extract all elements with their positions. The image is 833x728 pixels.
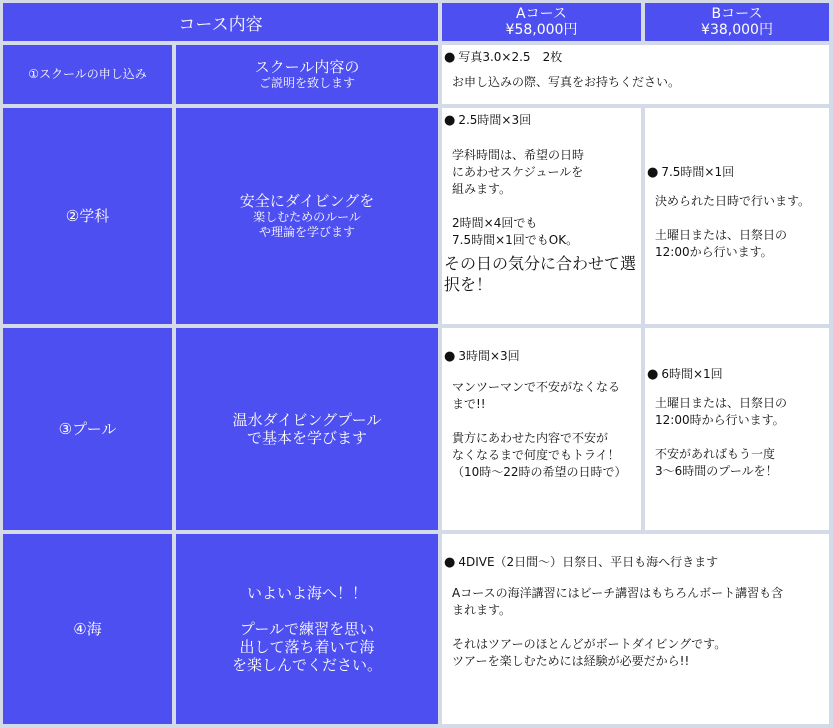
row3-b-p2-l2: 3～6時間のプールを！ (655, 464, 778, 478)
course-b-name: Bコース (711, 6, 763, 22)
row1-label (3, 45, 172, 104)
row3-label-text: ③プール (58, 420, 117, 438)
row3-a-p2-l2: なくなるまで何度でもトライ！ (452, 448, 620, 462)
course-a-header (442, 3, 641, 41)
row4-label-text: ④海 (73, 620, 102, 638)
row4-content (442, 534, 829, 724)
row1-desc-line1: スクール内容の (254, 58, 360, 76)
course-b-price: ¥38,000円 (701, 22, 773, 38)
row3-course-a (442, 328, 641, 530)
row3-b-p1-l2: 12:00時から行います。 (655, 413, 785, 427)
header-title-cell (3, 3, 438, 41)
row1-text: お申し込みの際、写真をお持ちください。 (452, 75, 681, 89)
row3-label (3, 328, 172, 530)
row3-a-p1-l1: マンツーマンで不安がなくなる (452, 380, 621, 394)
row2-course-a (442, 108, 641, 324)
row2-a-emph-l2: 択を！ (444, 275, 493, 294)
row1-content (442, 45, 829, 104)
row3-a-bullet: ● 3時間×3回 (444, 348, 639, 365)
row3-a-p1-l2: まで!! (452, 397, 486, 411)
row2-desc-line3: や理論を学びます (258, 225, 355, 239)
row3-b-p2-l1: 不安があればもう一度 (655, 447, 776, 461)
row4-p2-l2: ツアーを楽しむためには経験が必要だから!! (452, 654, 690, 668)
row2-a-p1-l1: 学科時間は、希望の日時 (452, 148, 585, 162)
row3-desc (176, 328, 438, 530)
course-a-name: Aコース (516, 6, 567, 22)
row2-label (3, 108, 172, 324)
row4-p1-l1: Aコースの海洋講習にはビーチ講習はもちろんボート講習も含 (452, 586, 784, 600)
row4-label (3, 534, 172, 724)
row2-label-text: ②学科 (65, 207, 110, 225)
row4-p1-l2: まれます。 (452, 603, 512, 617)
row2-a-p2-l1: 2時間×4回でも (452, 216, 538, 230)
row4-desc-line1: いよいよ海へ！！ (246, 584, 367, 602)
row2-b-p2-l1: 土曜日または、日祭日の (655, 228, 788, 242)
row2-a-p2-l2: 7.5時間×1回でもOK。 (452, 233, 579, 247)
row4-desc-line5: を楽しんでください。 (231, 656, 382, 674)
row1-desc-line2: ご説明を致します (258, 76, 355, 90)
row2-b-bullet: ● 7.5時間×1回 (647, 164, 827, 181)
row3-desc-line2: で基本を学びます (246, 429, 367, 447)
course-b-header (645, 3, 829, 41)
row2-desc (176, 108, 438, 324)
row3-desc-line1: 温水ダイビングプール (232, 411, 382, 429)
row3-b-bullet: ● 6時間×1回 (647, 366, 827, 383)
row4-desc-line4: 出して落ち着いて海 (239, 638, 375, 656)
row3-course-b (645, 328, 829, 530)
row2-b-p1-l1: 決められた日時で行います。 (655, 194, 811, 208)
header-title: コース内容 (178, 14, 263, 35)
course-a-price: ¥58,000円 (505, 22, 578, 38)
row4-desc (176, 534, 438, 724)
row1-desc (176, 45, 438, 104)
row2-desc-line2: 楽しむためのルール (253, 210, 361, 224)
row2-b-p2-l2: 12:00から行います。 (655, 245, 773, 259)
row3-a-p2-l3: （10時～22時の希望の日時で） (452, 465, 627, 479)
row3-a-p2-l1: 貴方にあわせた内容で不安が (452, 431, 609, 445)
row2-a-p1-l2: にあわせスケジュールを (452, 165, 584, 179)
row1-label-text: ①スクールの申し込み (28, 67, 147, 81)
row2-course-b (645, 108, 829, 324)
row2-a-bullet: ● 2.5時間×3回 (444, 112, 639, 129)
row4-p2-l1: それはツアーのほとんどがボートダイビングです。 (452, 637, 727, 651)
row4-desc-line3: プールで練習を思い (239, 620, 375, 638)
row2-desc-line1: 安全にダイビングを (239, 192, 375, 210)
row4-bullet: ● 4DIVE（2日間～）日祭日、平日も海へ行きます (444, 554, 827, 571)
row2-a-p1-l3: 組みます。 (452, 182, 512, 196)
row1-bullet: ● 写真3.0×2.5 2枚 (444, 49, 827, 66)
row3-b-p1-l1: 土曜日または、日祭日の (655, 396, 788, 410)
row2-a-emph-l1: その日の気分に合わせて選 (444, 254, 637, 273)
